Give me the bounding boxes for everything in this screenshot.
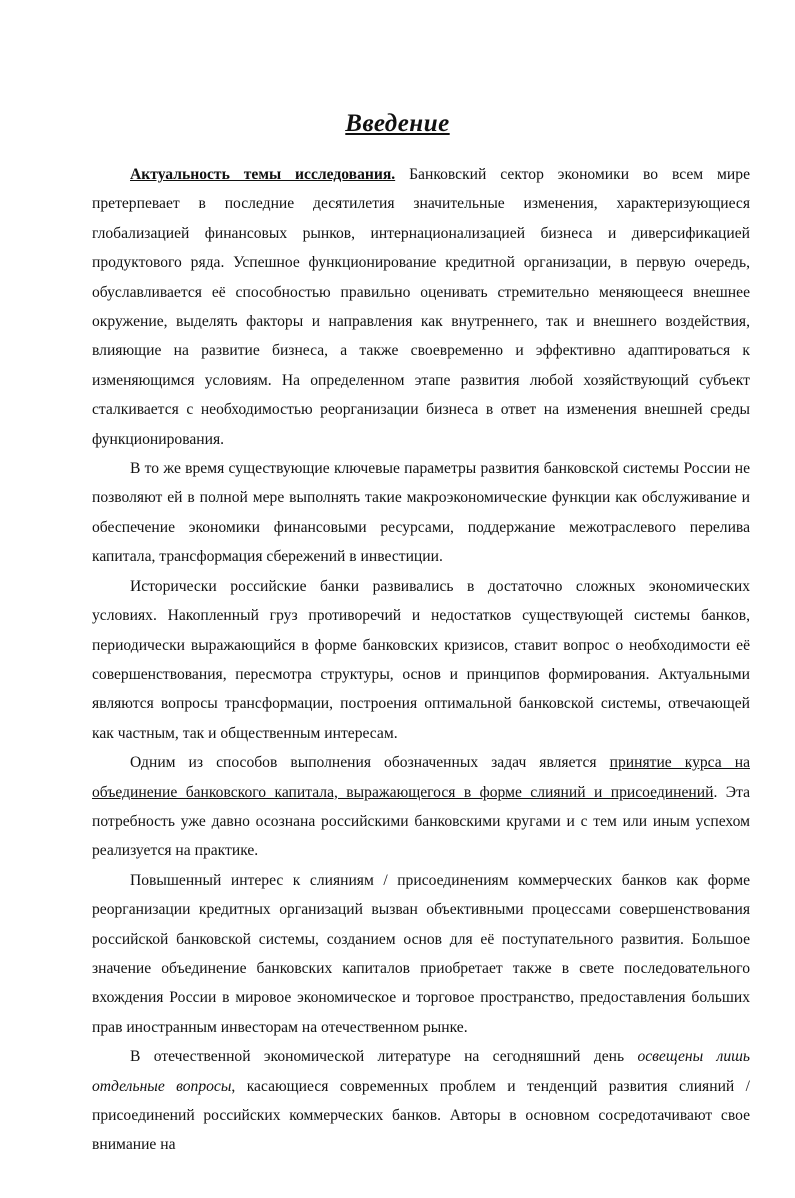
paragraph-text: Банковский сектор экономики во всем мире претерпевает в последние десятилетия значительные изменения, характеризующиеся глобализацией финансовых рынков, интернационализацией бизнеса и диверсификацией продуктового ряда. Успешное функционирование кредитной организации, в первую очередь, обуславливается её способностью правильно оценивать стремительно меняющееся внешнее окружение, выделять факторы и направления как внутреннего, так и внешнего воздействия, влияющие на развитие бизнеса, а также своевременно и эффективно адаптироваться к изменяющимся условиям. На определенном этапе развития любой хозяйствующий субъект сталкивается с необходимостью реорганизации бизнеса в ответ на изменения внешней среды функционирования. (92, 166, 750, 448)
paragraph-mergers-course (92, 748, 750, 866)
paragraph-interest (92, 866, 750, 1042)
page-title: Введение (345, 110, 450, 137)
paragraph-text: Исторически российские банки развивались в достаточно сложных экономических условиях. Накопленный груз противоречий и недостатков существующей системы банков, периодически выражающийся в форме банковских кризисов, ставит вопрос о необходимости её совершенствования, пересмотра структуры, основ и принципов формирования. Актуальными являются вопросы трансформации, построения оптимальной банковской системы, отвечающей как частным, так и общественным интересам. (92, 577, 750, 742)
paragraph-text: В то же время существующие ключевые параметры развития банковской системы России не позволяют ей в полной мере выполнять такие макроэкономические функции как обслуживание и обеспечение экономики финансовыми ресурсами, поддержание межотраслевого перелива капитала, трансформация сбережений в инвестиции. (92, 460, 750, 566)
paragraph-text: В отечественной экономической литературе на сегодняшний день (130, 1048, 638, 1066)
paragraph-history (92, 572, 750, 748)
paragraph-literature (92, 1042, 750, 1160)
paragraph-banking-system (92, 454, 750, 572)
underlined-phrase: принятие курса на объединение банковского капитала, выражающегося в форме слияний и присоединений (92, 754, 750, 801)
paragraph-text: Повышенный интерес к слияниям / присоединениям коммерческих банков как форме реорганизации кредитных организаций вызван объективными процессами совершенствования российской банковской системы, созданием основ для её поступательного развития. Большое значение объединение банковских капиталов приобретает также в свете последовательного вхождения России в мировое экономическое и торговое пространство, предоставления больших прав иностранным инвесторам на отечественном рынке. (92, 871, 750, 1036)
paragraph-text: , касающиеся современных проблем и тенденций развития слияний / присоединений российских коммерческих банков. Авторы в основном сосредотачивают свое внимание на (92, 1077, 750, 1154)
document-body (92, 160, 750, 1160)
paragraph-text: . Эта потребность уже давно осознана российскими банковскими кругами и с тем или иным успехом реализуется на практике. (92, 783, 750, 860)
relevance-heading: Актуальность темы исследования. (130, 166, 396, 183)
paragraph-text: Одним из способов выполнения обозначенных задач является (130, 754, 610, 772)
italic-phrase: освещены лишь отдельные вопросы (92, 1048, 750, 1095)
paragraph-relevance (92, 160, 750, 454)
